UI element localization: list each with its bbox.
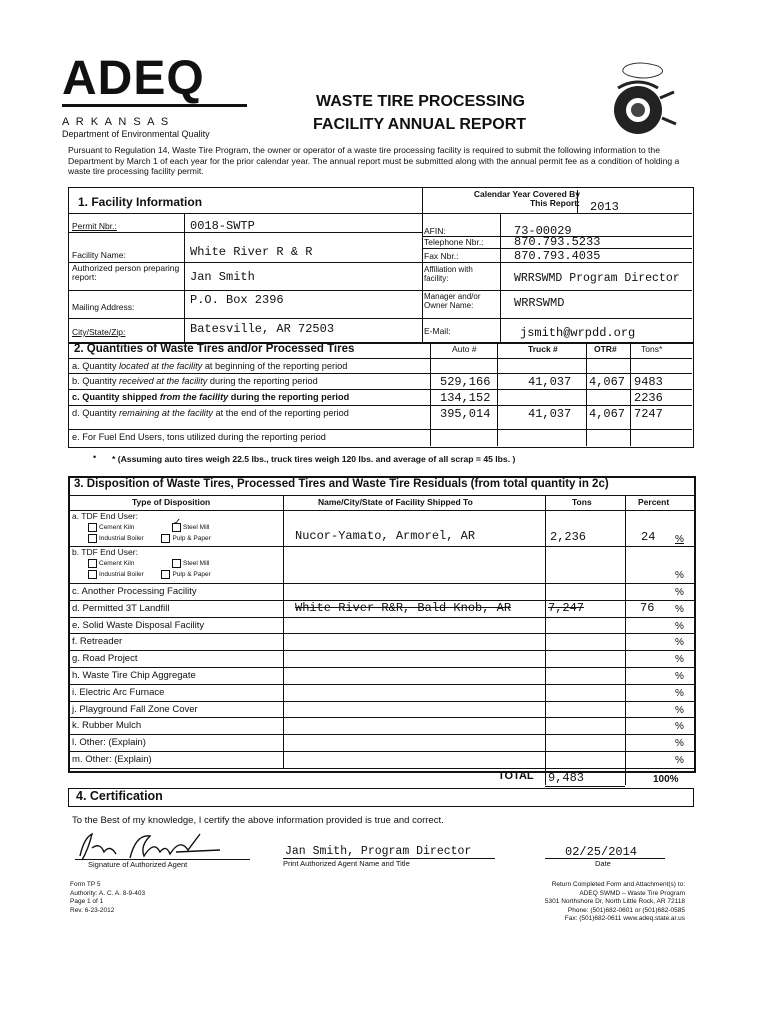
tdf-a-options [88, 517, 283, 543]
footer-form-no: Form TP 5 [70, 881, 101, 888]
facility-value[interactable]: White River R & R [190, 245, 313, 259]
print-name-caption: Print Authorized Agent Name and Title [283, 859, 410, 868]
disposition-facility[interactable]: White River R&R, Bald Knob, AR [295, 600, 512, 615]
mailing-label: Mailing Address: [72, 302, 135, 312]
col-auto: Auto # [452, 344, 477, 354]
percent-sign: % [675, 738, 684, 750]
tdf-b-options [88, 559, 283, 579]
facility-label: Facility Name: [72, 250, 126, 260]
row-emphasis: located at the facility [119, 361, 203, 371]
footer-authority: Authority: A. C. A. 8-9-403 [70, 889, 146, 897]
col-type: Type of Disposition [132, 497, 211, 507]
disposition-tons[interactable]: 7,247 [548, 600, 585, 615]
pulp-paper-checkbox-b[interactable] [161, 570, 170, 579]
disposition-row-label: c. Another Processing Facility [72, 586, 197, 597]
row-emphasis: from the facility [159, 392, 229, 402]
quantity-row-label [72, 432, 326, 442]
col-otr: OTR# [594, 344, 617, 354]
section3-heading: 3. Disposition of Waste Tires, Processed Tires and Waste Tire Residuals (from total quantity in 2c) [74, 478, 609, 490]
row-text: Quantity [82, 361, 120, 371]
disposition-row-label: h. Waste Tire Chip Aggregate [72, 670, 196, 681]
quantity-auto-value[interactable]: 134,152 [440, 391, 491, 405]
bullet: • [93, 452, 97, 462]
industrial-boiler-label-a: Industrial Boiler [99, 535, 144, 543]
percent-sign: % [675, 620, 684, 632]
afin-label: AFIN: [424, 226, 446, 236]
afin-value[interactable]: 73-00029 [514, 224, 572, 238]
section2-heading: 2. Quantities of Waste Tires and/or Processed Tires [74, 343, 355, 355]
calendar-year-value[interactable]: 2013 [590, 200, 619, 214]
tdf-a-tons[interactable]: 2,236 [550, 530, 587, 544]
date-caption: Date [595, 859, 611, 868]
percent-sign: % [675, 671, 684, 682]
section4-heading: 4. Certification [76, 789, 163, 803]
percent-sign: % [675, 587, 684, 598]
row-text: Quantity [82, 408, 120, 418]
email-value[interactable]: jsmith@wrpdd.org [520, 326, 636, 340]
total-label: TOTAL [498, 770, 534, 782]
row-divider [68, 667, 694, 668]
row-divider [68, 751, 694, 752]
footer-return: Return Completed Form and Attachment(s) to: [551, 881, 685, 888]
col-percent: Percent [638, 497, 670, 507]
city-label: City/State/Zip: [72, 327, 126, 337]
row-letter: d. [72, 408, 80, 418]
steel-mill-checkbox-a[interactable]: ✓ [172, 523, 181, 532]
quantity-otr-value[interactable]: 4,067 [589, 407, 626, 421]
phone-value[interactable]: 870.793.5233 [514, 235, 601, 249]
form-title-line2: FACILITY ANNUAL REPORT [313, 116, 527, 133]
adeq-logo-text: ADEQ [62, 52, 205, 105]
section1-heading: 1. Facility Information [78, 195, 203, 209]
quantity-truck-value[interactable]: 41,037 [528, 407, 572, 421]
tire-mascot-icon [608, 58, 680, 140]
percent-sign: % [675, 755, 684, 766]
adeq-logo-state: A R K A N S A S [62, 116, 171, 128]
row-text-end: during the reporting period [207, 376, 318, 386]
total-percent: 100% [653, 774, 679, 785]
footer-page: Page 1 of 1 [70, 898, 104, 905]
affiliation-value[interactable]: WRRSWMD Program Director [514, 272, 680, 285]
footer-address: 5301 Northshore Dr, North Little Rock, AR 72118 [544, 898, 685, 905]
pulp-paper-label-a: Pulp & Paper [172, 535, 211, 543]
quantity-auto-value[interactable]: 395,014 [440, 407, 491, 421]
pulp-paper-checkbox-a[interactable] [161, 534, 170, 543]
percent-sign: % [675, 637, 684, 649]
row-letter: b. [72, 376, 80, 386]
quantity-row-label [72, 392, 349, 402]
cement-kiln-label-a: Cement Kiln [99, 524, 135, 532]
row-text-end: at beginning of the reporting period [202, 361, 348, 371]
steel-mill-label-b: Steel Mill [183, 560, 210, 568]
adeq-logo [62, 52, 262, 140]
footer-program: ADEQ SWMD – Waste Tire Program [579, 889, 685, 897]
row-emphasis: remaining at the facility [119, 408, 213, 418]
disposition-row-label: k. Rubber Mulch [72, 720, 142, 732]
row-letter: c. [72, 392, 80, 402]
disposition-row-label: d. Permitted 3T Landfill [72, 602, 170, 614]
signature-caption: Signature of Authorized Agent [88, 860, 188, 869]
row-text-end: during the reporting period [228, 392, 350, 402]
row-divider [68, 617, 694, 618]
industrial-boiler-label-b: Industrial Boiler [99, 571, 144, 579]
percent-sign: % [675, 654, 684, 666]
disposition-row-label: j. Playground Fall Zone Cover [72, 703, 198, 715]
col-tons: Tons* [641, 344, 663, 354]
email-label: E-Mail: [424, 326, 451, 336]
row-divider [68, 701, 694, 702]
cement-kiln-label-b: Cement Kiln [99, 560, 135, 568]
row-divider [68, 650, 694, 651]
fax-label: Fax Nbr.: [424, 251, 459, 261]
tdf-a-facility[interactable]: Nucor-Yamato, Armorel, AR [295, 529, 476, 543]
row-text: For Fuel End Users, tons utilized during the reporting period [82, 432, 326, 442]
disposition-row-label: g. Road Project [72, 653, 138, 665]
industrial-boiler-checkbox-b[interactable] [88, 570, 97, 579]
manager-value[interactable]: WRRSWMD [514, 296, 565, 310]
manager-label: Manager and/or Owner Name: [424, 292, 481, 310]
percent-sign-b: % [675, 570, 684, 581]
total-tons[interactable]: 9,483 [548, 771, 585, 785]
cement-kiln-checkbox-b[interactable] [88, 559, 97, 568]
quantity-tons-value[interactable]: 9483 [634, 375, 663, 389]
intro-paragraph: Pursuant to Regulation 14, Waste Tire Program, the owner or operator of a waste tire processing facility is required to submit the following information to the Department by March 1 of each year for the prior calendar year. The annual report must be submitted along with the annual permit fee as a condition of holding a waste tire processing facility permit. [68, 145, 680, 176]
col-s3-tons: Tons [572, 497, 592, 507]
disposition-row-label: i. Electric Arc Furnace [72, 686, 165, 698]
quantity-row-label [72, 376, 318, 386]
disposition-row-label: e. Solid Waste Disposal Facility [72, 619, 205, 631]
quantity-row-label [72, 408, 349, 418]
phone-label: Telephone Nbr.: [424, 237, 484, 247]
form-title-line1: WASTE TIRE PROCESSING [316, 93, 525, 110]
disposition-row-label: l. Other: (Explain) [72, 737, 146, 749]
pulp-paper-label-b: Pulp & Paper [172, 571, 211, 579]
authorized-value[interactable]: Jan Smith [190, 270, 255, 284]
certification-statement: To the Best of my knowledge, I certify the above information provided is true and correct. [72, 815, 444, 826]
percent-sign: % [675, 603, 684, 615]
signature-image[interactable] [70, 830, 240, 862]
row-divider [68, 734, 694, 735]
percent-sign: % [675, 687, 684, 699]
mailing-value[interactable]: P.O. Box 2396 [190, 293, 284, 307]
row-divider [68, 684, 694, 685]
quantity-auto-value[interactable]: 529,166 [440, 375, 491, 389]
col-name: Name/City/State of Facility Shipped To [318, 497, 473, 507]
affiliation-label: Affiliation with facility: [424, 265, 473, 283]
calendar-label: Calendar Year Covered By This Report: [473, 189, 580, 208]
tdf-a-label: a. TDF End User: [72, 511, 138, 521]
authorized-label: Authorized person preparing report: [72, 263, 180, 282]
date-value[interactable]: 02/25/2014 [565, 845, 638, 859]
row-emphasis: received at the facility [119, 376, 208, 386]
steel-mill-label-a: Steel Mill [183, 524, 210, 532]
quantity-tons-value[interactable]: 2236 [634, 391, 663, 405]
quantity-truck-value[interactable]: 41,037 [528, 375, 572, 389]
row-letter: a. [72, 361, 80, 371]
percent-sign-a: % [675, 534, 684, 545]
tdf-a-percent[interactable]: 24 [641, 530, 656, 544]
tdf-b-label: b. TDF End User: [72, 547, 138, 557]
row-divider [68, 717, 694, 718]
print-name-value[interactable]: Jan Smith, Program Director [285, 845, 472, 858]
fax-value[interactable]: 870.793.4035 [514, 249, 601, 263]
disposition-row-label: m. Other: (Explain) [72, 754, 152, 765]
row-letter: e. [72, 432, 80, 442]
city-value[interactable]: Batesville, AR 72503 [190, 322, 335, 336]
percent-sign: % [675, 721, 684, 733]
footer-left [70, 881, 145, 915]
row-text: Quantity shipped [82, 392, 160, 402]
col-truck: Truck # [528, 344, 558, 354]
footer-fax-web: Fax: (501)682-0611 www.adeq.state.ar.us [564, 915, 685, 922]
permit-value[interactable]: 0018-SWTP [190, 219, 255, 233]
row-divider [68, 633, 694, 634]
disposition-row-label: f. Retreader [72, 636, 123, 648]
row-text-end: at the end of the reporting period [212, 408, 349, 418]
adeq-logo-dept: Department of Environmental Quality [62, 129, 210, 139]
permit-label: Permit Nbr.: [72, 221, 117, 231]
cement-kiln-checkbox-a[interactable] [88, 523, 97, 532]
footer-rev: Rev. 6-23-2012 [70, 906, 115, 914]
quantity-tons-value[interactable]: 7247 [634, 407, 663, 421]
disposition-percent[interactable]: 76 [640, 600, 655, 615]
steel-mill-checkbox-b[interactable] [172, 559, 181, 568]
footer-right [480, 881, 685, 924]
percent-sign: % [675, 704, 684, 716]
assumption-note: * (Assuming auto tires weigh 22.5 lbs., truck tires weigh 120 lbs. and average of all scrap = 45 lbs. ) [112, 454, 516, 464]
quantity-row-label [72, 361, 347, 371]
quantity-otr-value[interactable]: 4,067 [589, 375, 626, 389]
industrial-boiler-checkbox-a[interactable] [88, 534, 97, 543]
footer-phone: Phone: (501)682-0601 or (501)682-0585 [567, 906, 685, 914]
row-text: Quantity [82, 376, 120, 386]
